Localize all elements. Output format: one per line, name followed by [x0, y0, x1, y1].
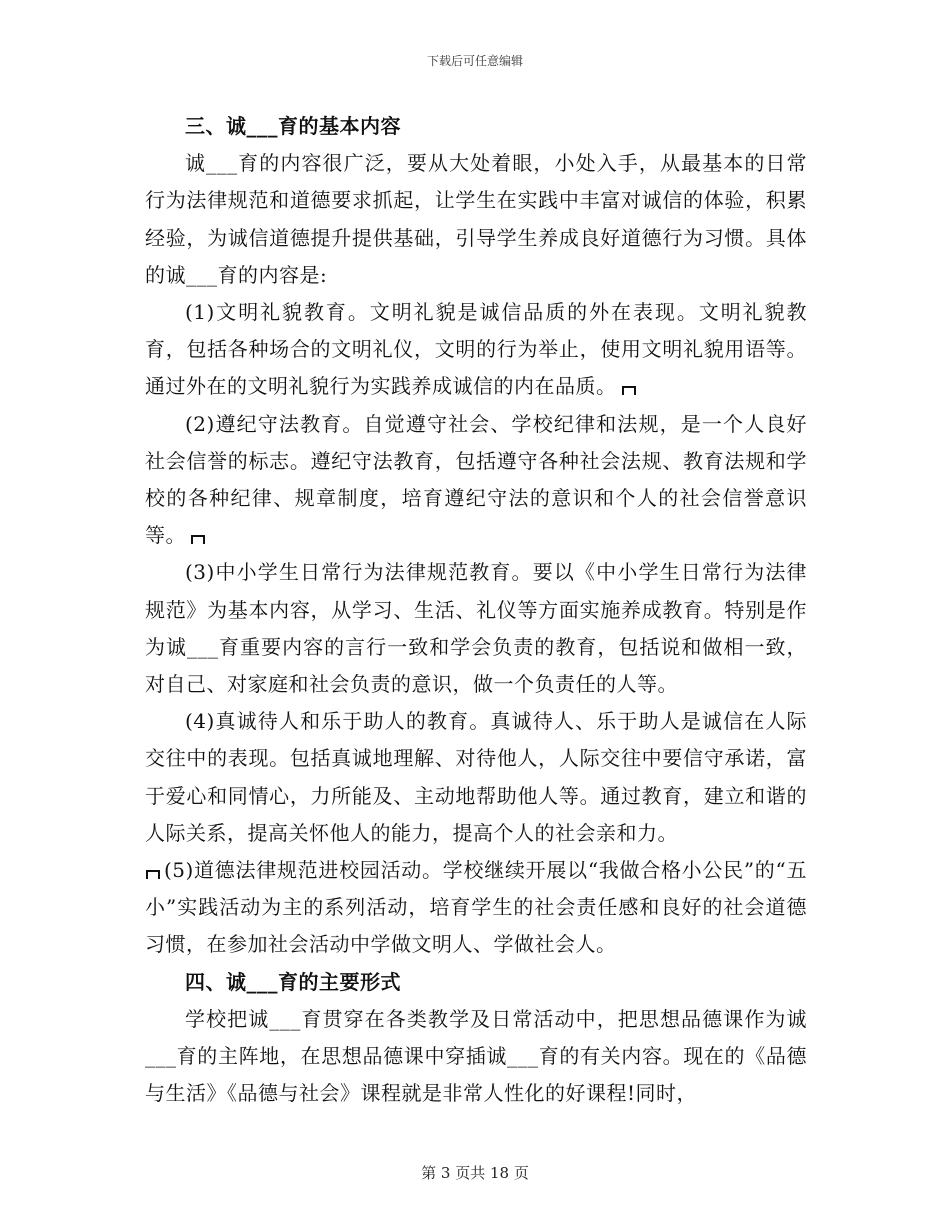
document-body — [145, 108, 807, 1112]
page-header: 下载后可任意编辑 — [426, 54, 523, 68]
bracket-mark-icon — [190, 532, 206, 542]
bracket-mark-icon — [145, 867, 161, 877]
paragraph-item-2 — [145, 406, 807, 555]
paragraph-forms: 学校把诚___育贯穿在各类教学及日常活动中，把思想品德课作为诚___育的主阵地，在思想品德课中穿插诚___育的有关内容。现在的《品德与生活》《品德与社会》课程就是非常人性化的好课程!同时， — [145, 1006, 807, 1106]
paragraph-item-1-text: (1)文明礼貌教育。文明礼貌是诚信品质的外在表现。文明礼貌教育，包括各种场合的文明礼仪，文明的行为举止，使用文明礼貌用语等。通过外在的文明礼貌行为实践养成诚信的内在品质。 — [145, 300, 807, 399]
section-heading-4: 四、诚___育的主要形式 — [185, 969, 401, 994]
paragraph-item-4: (4)真诚待人和乐于助人的教育。真诚待人、乐于助人是诚信在人际交往中的表现。包括真诚地理解、对待他人，人际交往中要信守承诺，富于爱心和同情心，力所能及、主动地帮助他人等。通过教育，建立和谐的人际关系，提高关怀他人的能力，提高个人的社会亲和力。 — [145, 709, 807, 845]
page-footer: 第 3 页共 18 页 — [421, 1164, 529, 1182]
paragraph-item-3: (3)中小学生日常行为法律规范教育。要以《中小学生日常行为法律规范》为基本内容，从学习、生活、礼仪等方面实施养成教育。特别是作为诚___育重要内容的言行一致和学会负责的教育，包括说和做相一致，对自己、对家庭和社会负责的意识，做一个负责任的人等。 — [145, 560, 807, 697]
paragraph-item-5 — [145, 852, 807, 964]
paragraph-item-2-text: (2)遵纪守法教育。自觉遵守社会、学校纪律和法规，是一个人良好社会信誉的标志。遵纪守法教育，包括遵守各种社会法规、教育法规和学校的各种纪律、规章制度，培育遵纪守法的意识和个人的社会信誉意识等。 — [145, 411, 807, 548]
paragraph-intro: 诚___育的内容很广泛，要从大处着眼，小处入手，从最基本的日常行为法律规范和道德要求抓起，让学生在实践中丰富对诚信的体验，积累经验，为诚信道德提升提供基础，引导学生养成良好道德行为习惯。具体的诚___育的内容是: — [145, 151, 807, 287]
bracket-mark-icon — [621, 383, 637, 393]
paragraph-item-5-text: (5)道德法律规范进校园活动。学校继续开展以“我做合格小公民”的“五小”实践活动为主的系列活动，培育学生的社会责任感和良好的社会道德习惯，在参加社会活动中学做文明人、学做社会人。 — [145, 858, 807, 957]
section-heading-3: 三、诚___育的基本内容 — [185, 114, 401, 138]
paragraph-item-1 — [145, 294, 807, 406]
